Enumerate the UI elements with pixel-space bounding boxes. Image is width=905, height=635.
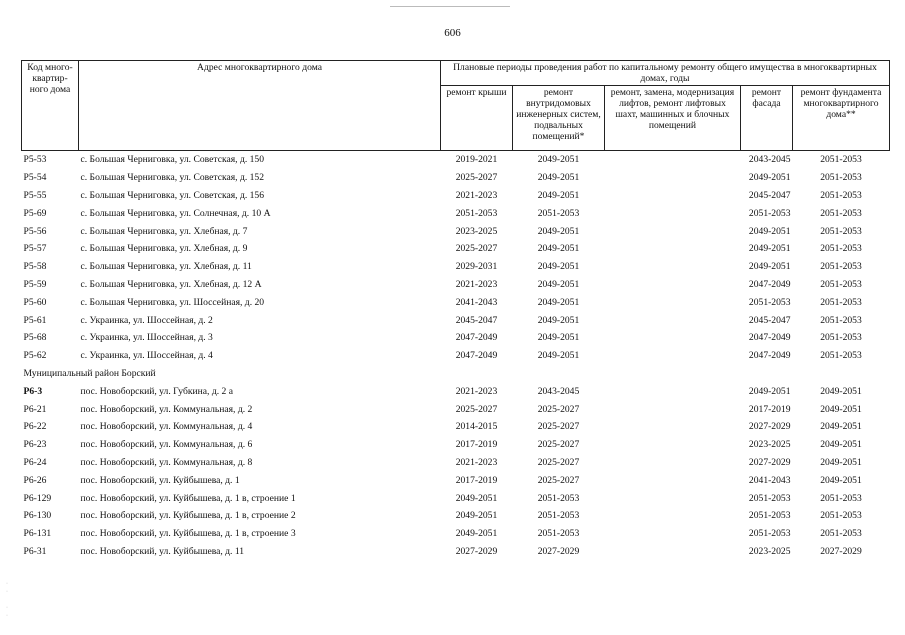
table-row — [22, 329, 890, 347]
foundation-period-cell: 2049-2051 — [820, 456, 862, 468]
table-row — [22, 436, 890, 454]
engineering-period-cell: 2049-2051 — [537, 189, 580, 201]
roof-period-cell: 2017-2019 — [455, 474, 498, 486]
facade-period-cell: 2051-2053 — [748, 296, 791, 308]
code-cell: Р6-22 — [23, 421, 47, 433]
table-row — [22, 293, 890, 311]
header-facade: ремонт фасада — [741, 86, 793, 151]
facade-period-cell: 2051-2053 — [748, 492, 791, 504]
code-cell: Р5-68 — [23, 332, 47, 344]
facade-period-cell: 2051-2053 — [748, 207, 791, 219]
code-cell: Р6-24 — [23, 456, 47, 468]
facade-period-cell: 2049-2051 — [748, 261, 791, 273]
code-cell: Р5-59 — [23, 278, 47, 290]
code-cell: Р5-55 — [23, 189, 47, 201]
code-cell: Р5-60 — [23, 296, 47, 308]
roof-period-cell: 2021-2023 — [455, 189, 498, 201]
facade-period-cell: 2043-2045 — [748, 154, 791, 166]
address-cell: с. Большая Черниговка, ул. Хлебная, д. 9 — [80, 243, 248, 255]
address-cell: с. Большая Черниговка, ул. Хлебная, д. 12 А — [80, 278, 262, 290]
code-cell: Р6-129 — [23, 492, 52, 504]
engineering-period-cell: 2049-2051 — [537, 243, 580, 255]
engineering-period-cell: 2051-2053 — [537, 207, 580, 219]
margin-specks: · · · · — [6, 581, 8, 619]
foundation-period-cell: 2051-2053 — [820, 350, 862, 362]
address-cell: пос. Новоборский, ул. Куйбышева, д. 1 в, строение 3 — [80, 528, 296, 540]
elevator-period-cell — [605, 293, 741, 311]
facade-period-cell: 2041-2043 — [748, 474, 791, 486]
engineering-period-cell: 2025-2027 — [537, 421, 580, 433]
address-cell: с. Большая Черниговка, ул. Советская, д. 156 — [80, 189, 265, 201]
table-row — [22, 169, 890, 187]
address-cell: с. Большая Черниговка, ул. Шоссейная, д. 20 — [80, 296, 265, 308]
elevator-period-cell — [605, 543, 741, 561]
header-foundation: ремонт фундамента многоквартирного дома** — [793, 86, 890, 151]
roof-period-cell: 2017-2019 — [455, 439, 498, 451]
facade-period-cell: 2047-2049 — [748, 350, 791, 362]
table-row — [22, 418, 890, 436]
code-cell: Р6-23 — [23, 439, 47, 451]
engineering-period-cell: 2043-2045 — [537, 385, 580, 397]
address-cell: пос. Новоборский, ул. Коммунальная, д. 2 — [80, 403, 253, 415]
table-row — [22, 276, 890, 294]
address-cell: пос. Новоборский, ул. Куйбышева, д. 11 — [80, 545, 245, 557]
facade-period-cell: 2017-2019 — [748, 403, 791, 415]
roof-period-cell: 2049-2051 — [455, 510, 498, 522]
address-cell: пос. Новоборский, ул. Коммунальная, д. 8 — [80, 456, 253, 468]
elevator-period-cell — [605, 418, 741, 436]
code-cell: Р6-26 — [23, 474, 47, 486]
elevator-period-cell — [605, 258, 741, 276]
engineering-period-cell: 2025-2027 — [537, 456, 580, 468]
engineering-period-cell: 2049-2051 — [537, 332, 580, 344]
facade-period-cell: 2023-2025 — [748, 545, 791, 557]
engineering-period-cell: 2025-2027 — [537, 474, 580, 486]
elevator-period-cell — [605, 240, 741, 258]
group-section — [22, 365, 890, 383]
roof-period-cell: 2047-2049 — [455, 350, 498, 362]
foundation-period-cell: 2049-2051 — [820, 439, 862, 451]
address-cell: пос. Новоборский, ул. Куйбышева, д. 1 — [80, 474, 240, 486]
code-cell: Р5-53 — [23, 154, 47, 166]
foundation-period-cell: 2051-2053 — [820, 225, 862, 237]
foundation-period-cell: 2049-2051 — [820, 385, 862, 397]
address-cell: с. Украинка, ул. Шоссейная, д. 2 — [80, 314, 213, 326]
elevator-period-cell — [605, 151, 741, 169]
elevator-period-cell — [605, 222, 741, 240]
table-row — [22, 258, 890, 276]
code-cell: Р5-62 — [23, 350, 47, 362]
header-periods: Плановые периоды проведения работ по капитальному ремонту общего имущества в многоквартирных домах, годы — [441, 61, 890, 86]
foundation-period-cell: 2051-2053 — [820, 510, 862, 522]
roof-period-cell: 2041-2043 — [455, 296, 498, 308]
elevator-period-cell — [605, 489, 741, 507]
foundation-period-cell: 2049-2051 — [820, 474, 862, 486]
engineering-period-cell: 2025-2027 — [537, 439, 580, 451]
foundation-period-cell: 2051-2053 — [820, 332, 862, 344]
top-rule — [390, 6, 510, 7]
roof-period-cell: 2051-2053 — [455, 207, 498, 219]
elevator-period-cell — [605, 311, 741, 329]
roof-period-cell: 2025-2027 — [455, 403, 498, 415]
table-row — [22, 187, 890, 205]
code-cell: Р6-3 — [23, 385, 43, 397]
group-label: Муниципальный район Борский — [23, 367, 156, 379]
engineering-period-cell: 2025-2027 — [537, 403, 580, 415]
facade-period-cell: 2027-2029 — [748, 456, 791, 468]
table-row — [22, 347, 890, 365]
roof-period-cell: 2025-2027 — [455, 243, 498, 255]
foundation-period-cell: 2051-2053 — [820, 492, 862, 504]
engineering-period-cell: 2051-2053 — [537, 510, 580, 522]
elevator-period-cell — [605, 347, 741, 365]
elevator-period-cell — [605, 436, 741, 454]
header-code: Код много-квартир-ного дома — [22, 61, 79, 151]
address-cell: с. Украинка, ул. Шоссейная, д. 3 — [80, 332, 213, 344]
foundation-period-cell: 2027-2029 — [820, 545, 862, 557]
code-cell: Р5-54 — [23, 172, 47, 184]
foundation-period-cell: 2049-2051 — [820, 403, 862, 415]
address-cell: с. Украинка, ул. Шоссейная, д. 4 — [80, 350, 213, 362]
roof-period-cell: 2023-2025 — [455, 225, 498, 237]
header-engineering: ремонт внутридомовых инженерных систем, подвальных помещений* — [513, 86, 605, 151]
roof-period-cell: 2045-2047 — [455, 314, 498, 326]
table-row — [22, 543, 890, 561]
foundation-period-cell: 2051-2053 — [820, 189, 862, 201]
roof-period-cell: 2019-2021 — [455, 154, 498, 166]
foundation-period-cell: 2051-2053 — [820, 154, 862, 166]
table-row — [22, 151, 890, 169]
engineering-period-cell: 2049-2051 — [537, 225, 580, 237]
repair-schedule-table — [21, 60, 890, 560]
address-cell: с. Большая Черниговка, ул. Хлебная, д. 7 — [80, 225, 248, 237]
elevator-period-cell — [605, 525, 741, 543]
engineering-period-cell: 2049-2051 — [537, 154, 580, 166]
roof-period-cell: 2021-2023 — [455, 385, 498, 397]
address-cell: с. Большая Черниговка, ул. Советская, д. 150 — [80, 154, 265, 166]
address-cell: с. Большая Черниговка, ул. Солнечная, д. 10 А — [80, 207, 271, 219]
group-row — [22, 365, 890, 383]
elevator-period-cell — [605, 471, 741, 489]
engineering-period-cell: 2027-2029 — [537, 545, 580, 557]
engineering-period-cell: 2049-2051 — [537, 172, 580, 184]
foundation-period-cell: 2051-2053 — [820, 261, 862, 273]
code-cell: Р5-58 — [23, 261, 47, 273]
address-cell: пос. Новоборский, ул. Куйбышева, д. 1 в, строение 2 — [80, 510, 296, 522]
facade-period-cell: 2045-2047 — [748, 314, 791, 326]
facade-period-cell: 2049-2051 — [748, 385, 791, 397]
table-row — [22, 507, 890, 525]
facade-period-cell: 2045-2047 — [748, 189, 791, 201]
facade-period-cell: 2049-2051 — [748, 243, 791, 255]
table-row — [22, 454, 890, 472]
elevator-period-cell — [605, 187, 741, 205]
foundation-period-cell: 2051-2053 — [820, 172, 862, 184]
header-roof: ремонт крыши — [441, 86, 513, 151]
elevator-period-cell — [605, 204, 741, 222]
roof-period-cell: 2049-2051 — [455, 492, 498, 504]
elevator-period-cell — [605, 329, 741, 347]
code-cell: Р5-61 — [23, 314, 47, 326]
foundation-period-cell: 2051-2053 — [820, 296, 862, 308]
address-cell: с. Большая Черниговка, ул. Хлебная, д. 11 — [80, 261, 252, 273]
roof-period-cell: 2029-2031 — [455, 261, 498, 273]
roof-period-cell: 2025-2027 — [455, 172, 498, 184]
page-number: 606 — [444, 27, 461, 39]
elevator-period-cell — [605, 507, 741, 525]
code-cell: Р5-56 — [23, 225, 47, 237]
roof-period-cell: 2021-2023 — [455, 278, 498, 290]
foundation-period-cell: 2049-2051 — [820, 421, 862, 433]
foundation-period-cell: 2051-2053 — [820, 314, 862, 326]
address-cell: с. Большая Черниговка, ул. Советская, д. 152 — [80, 172, 265, 184]
table-row — [22, 204, 890, 222]
table-row — [22, 222, 890, 240]
address-cell: пос. Новоборский, ул. Коммунальная, д. 4 — [80, 421, 253, 433]
table-body-borsky — [22, 382, 890, 560]
table-body-samara-part — [22, 151, 890, 365]
facade-period-cell: 2023-2025 — [748, 439, 791, 451]
foundation-period-cell: 2051-2053 — [820, 207, 862, 219]
elevator-period-cell — [605, 400, 741, 418]
roof-period-cell: 2047-2049 — [455, 332, 498, 344]
engineering-period-cell: 2049-2051 — [537, 296, 580, 308]
table-row — [22, 382, 890, 400]
table-row — [22, 471, 890, 489]
facade-period-cell: 2049-2051 — [748, 172, 791, 184]
address-cell: пос. Новоборский, ул. Коммунальная, д. 6 — [80, 439, 253, 451]
foundation-period-cell: 2051-2053 — [820, 243, 862, 255]
foundation-period-cell: 2051-2053 — [820, 278, 862, 290]
table-row — [22, 489, 890, 507]
facade-period-cell: 2049-2051 — [748, 225, 791, 237]
elevator-period-cell — [605, 454, 741, 472]
address-cell: пос. Новоборский, ул. Куйбышева, д. 1 в, строение 1 — [80, 492, 296, 504]
engineering-period-cell: 2049-2051 — [537, 261, 580, 273]
facade-period-cell: 2051-2053 — [748, 528, 791, 540]
code-cell: Р6-131 — [23, 528, 52, 540]
elevator-period-cell — [605, 169, 741, 187]
engineering-period-cell: 2049-2051 — [537, 278, 580, 290]
foundation-period-cell: 2051-2053 — [820, 528, 862, 540]
header-elevators: ремонт, замена, модернизация лифтов, ремонт лифтовых шахт, машинных и блочных помещений — [605, 86, 741, 151]
table-row — [22, 240, 890, 258]
code-cell: Р6-31 — [23, 545, 47, 557]
facade-period-cell: 2047-2049 — [748, 278, 791, 290]
address-cell: пос. Новоборский, ул. Губкина, д. 2 а — [80, 385, 233, 397]
code-cell: Р6-21 — [23, 403, 47, 415]
engineering-period-cell: 2049-2051 — [537, 314, 580, 326]
elevator-period-cell — [605, 382, 741, 400]
roof-period-cell: 2021-2023 — [455, 456, 498, 468]
facade-period-cell: 2027-2029 — [748, 421, 791, 433]
engineering-period-cell: 2051-2053 — [537, 492, 580, 504]
engineering-period-cell: 2049-2051 — [537, 350, 580, 362]
table-row — [22, 525, 890, 543]
code-cell: Р6-130 — [23, 510, 52, 522]
roof-period-cell: 2027-2029 — [455, 545, 498, 557]
header-address: Адрес многоквартирного дома — [79, 61, 441, 151]
code-cell: Р5-69 — [23, 207, 47, 219]
facade-period-cell: 2051-2053 — [748, 510, 791, 522]
table-row — [22, 311, 890, 329]
roof-period-cell: 2014-2015 — [455, 421, 498, 433]
roof-period-cell: 2049-2051 — [455, 528, 498, 540]
code-cell: Р5-57 — [23, 243, 47, 255]
elevator-period-cell — [605, 276, 741, 294]
table-row — [22, 400, 890, 418]
engineering-period-cell: 2051-2053 — [537, 528, 580, 540]
facade-period-cell: 2047-2049 — [748, 332, 791, 344]
